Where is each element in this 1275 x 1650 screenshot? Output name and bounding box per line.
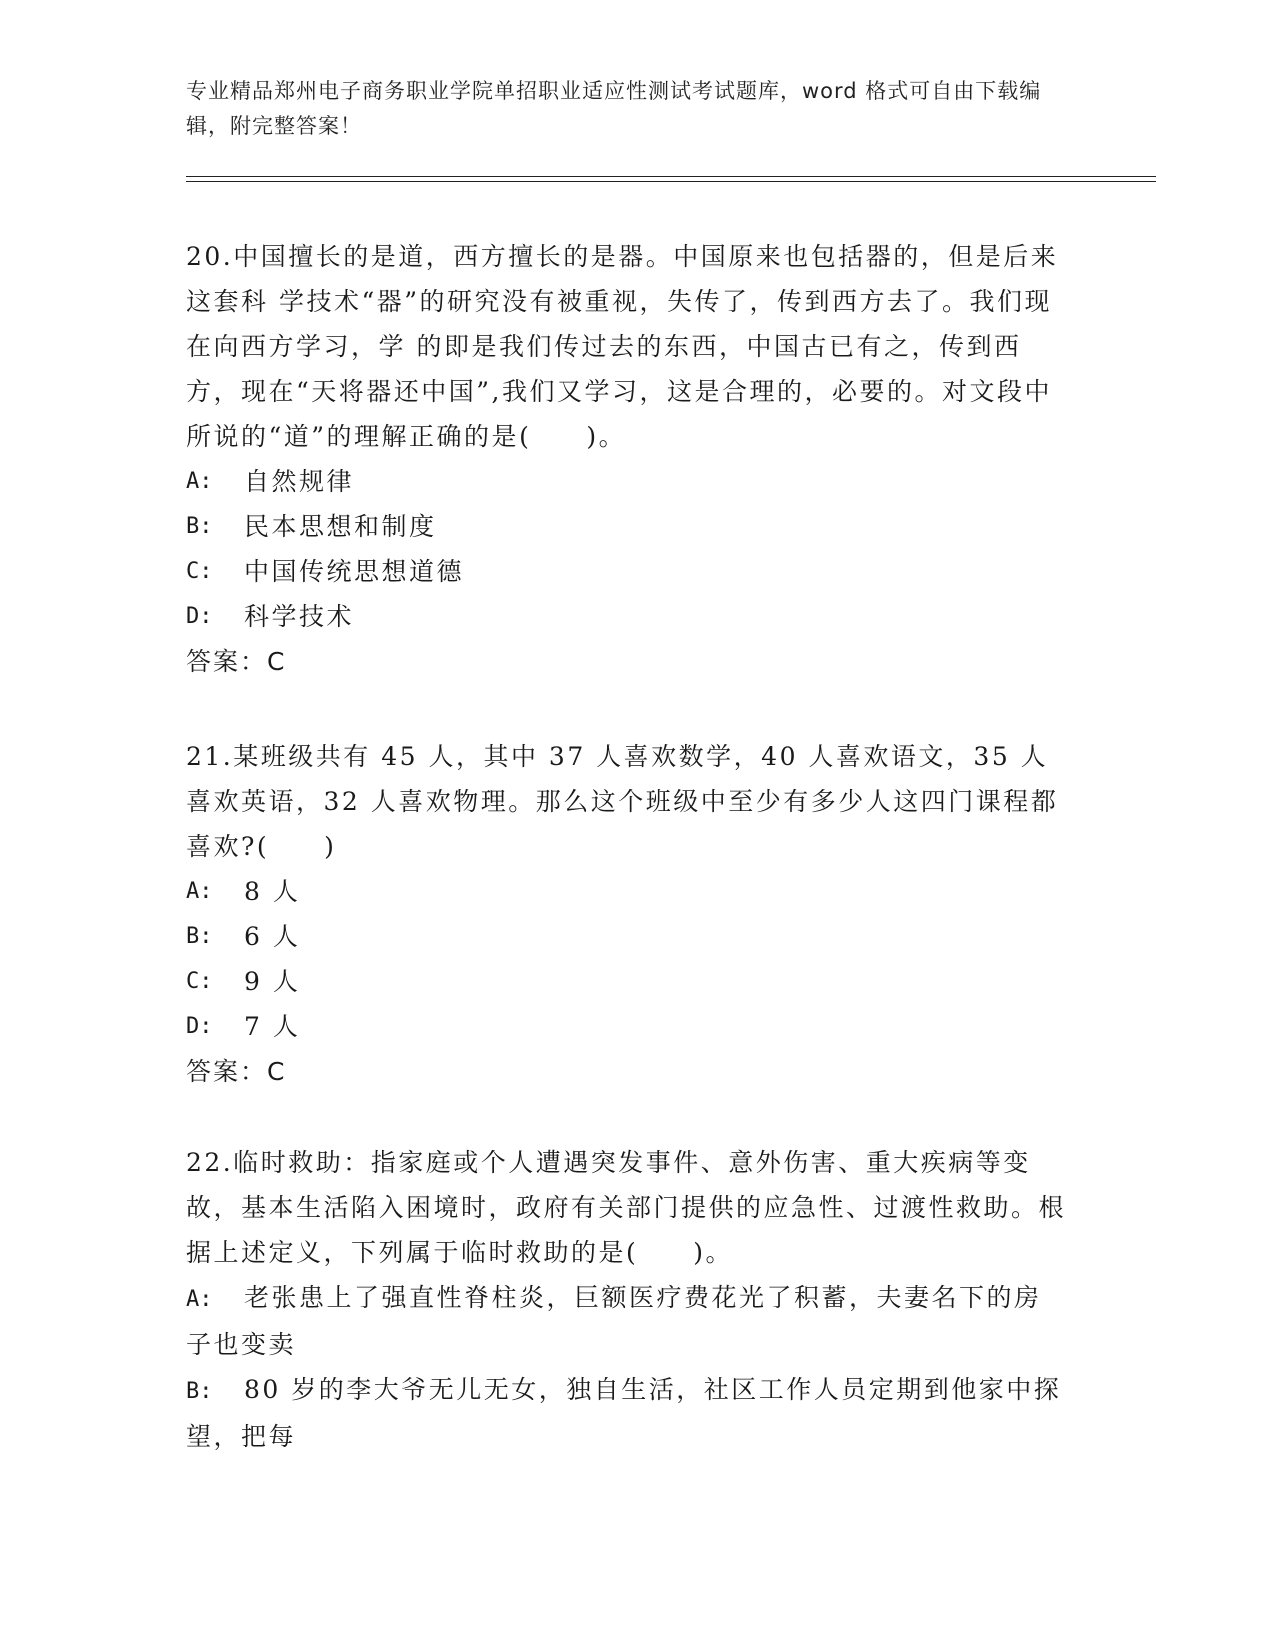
option-d [186,1004,1066,1049]
option-text: 老张患上了强直性脊柱炎，巨额医疗费花光了积蓄，夫妻名下的房子也变卖 [186,1283,1042,1359]
option-d [186,594,1066,639]
document-header: 专业精品郑州电子商务职业学院单招职业适应性测试考试题库，word 格式可自由下载编辑，附完整答案！ [186,79,1042,138]
option-text: 6 人 [244,922,301,951]
header-divider-top [186,176,1156,177]
option-text: 自然规律 [244,467,355,496]
option-a [186,459,1066,504]
option-a [186,869,1066,914]
option-c [186,549,1066,594]
option-text: 7 人 [244,1012,301,1041]
option-text: 9 人 [244,967,301,996]
option-letter: C: [186,969,213,994]
answer-line: 答案：C [186,1057,287,1086]
question-22 [186,1140,1066,1459]
option-letter: A: [186,469,213,494]
option-letter: C: [186,559,213,584]
option-text: 80 岁的李大爷无儿无女，独自生活，社区工作人员定期到他家中探望，把每 [186,1375,1062,1451]
option-b [186,914,1066,959]
option-b [186,504,1066,549]
question-stem: 20.中国擅长的是道，西方擅长的是器。中国原来也包括器的，但是后来这套科 学技术“器”的研究没有被重视，失传了，传到西方去了。我们现在向西方学习，学 的即是我们传过去的东西，中国古已有之，传到西方，现在“天将器还中国”,我们又学习，这是合理的，必要的。对文段中所说的“道”的理解正确的是( )。 [186,242,1059,451]
option-letter: D: [186,1014,213,1039]
option-letter: A: [186,1287,213,1312]
option-text: 科学技术 [244,602,355,631]
option-text: 民本思想和制度 [244,512,437,541]
question-stem: 21.某班级共有 45 人，其中 37 人喜欢数学，40 人喜欢语文，35 人喜欢英语，32 人喜欢物理。那么这个班级中至少有多少人这四门课程都喜欢?( ) [186,742,1059,861]
option-letter: A: [186,879,213,904]
header-divider-bottom [186,181,1156,182]
question-stem: 22.临时救助：指家庭或个人遭遇突发事件、意外伤害、重大疾病等变故，基本生活陷入困境时，政府有关部门提供的应急性、过渡性救助。根据上述定义，下列属于临时救助的是( )。 [186,1148,1067,1267]
option-text: 8 人 [244,877,301,906]
option-b [186,1367,1066,1459]
option-text: 中国传统思想道德 [244,557,465,586]
option-letter: B: [186,514,213,539]
answer-line: 答案：C [186,647,287,676]
option-letter: B: [186,1379,213,1404]
question-20 [186,234,1066,684]
option-a [186,1275,1066,1367]
option-c [186,959,1066,1004]
option-letter: B: [186,924,213,949]
option-letter: D: [186,604,213,629]
question-21 [186,734,1066,1094]
